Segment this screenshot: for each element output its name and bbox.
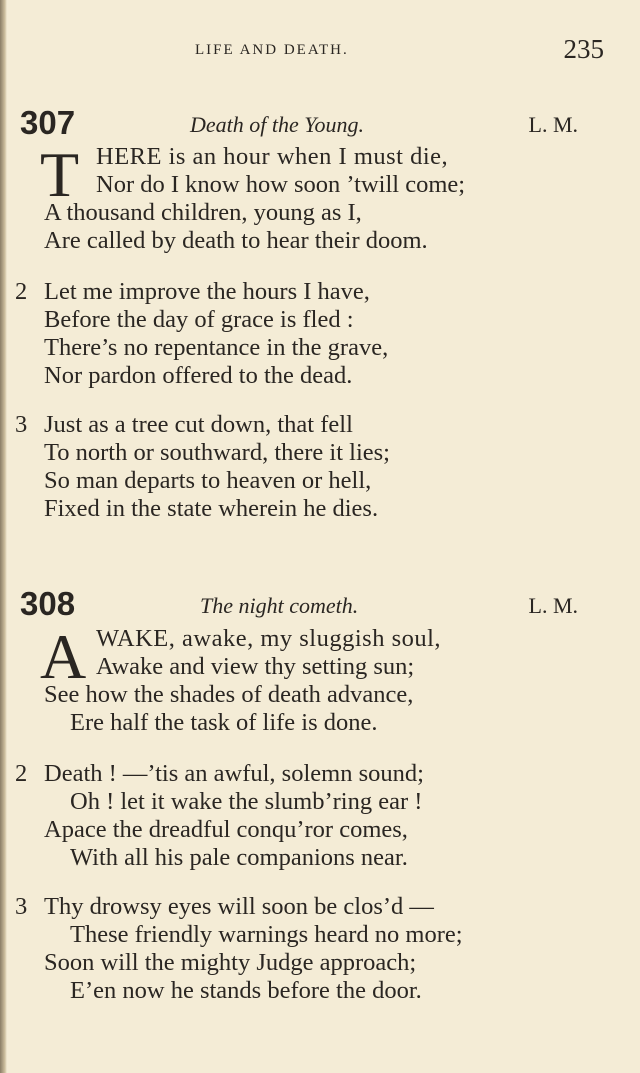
running-head	[0, 34, 640, 68]
book-spine-shadow	[0, 0, 7, 1073]
stanza-number: 3	[15, 411, 28, 438]
drop-cap: A	[40, 621, 87, 692]
verse-line: These friendly warnings heard no more;	[70, 921, 463, 948]
drop-cap: T	[40, 139, 80, 210]
verse-line: So man departs to heaven or hell,	[44, 467, 372, 494]
verse-line: Ere half the task of life is done.	[70, 709, 378, 736]
verse-line: Fixed in the state wherein he dies.	[44, 495, 379, 522]
verse-line: Are called by death to hear their doom.	[44, 227, 428, 254]
stanza-number: 2	[15, 278, 28, 305]
verse-line: Just as a tree cut down, that fell	[44, 411, 353, 438]
verse-line: WAKE, awake, my sluggish soul,	[96, 625, 442, 652]
verse-line: To north or southward, there it lies;	[44, 439, 390, 466]
hymn-heading	[0, 585, 640, 625]
verse-line: There’s no repentance in the grave,	[44, 334, 389, 361]
verse-line: Nor do I know how soon ’twill come;	[96, 171, 466, 198]
hymn-heading	[0, 104, 640, 144]
verse-line: Death ! —’tis an awful, solemn sound;	[44, 760, 424, 787]
page-number: 235	[563, 34, 604, 64]
verse-line: Apace the dreadful conqu’ror comes,	[44, 816, 408, 843]
verse-line: Awake and view thy setting sun;	[96, 653, 415, 680]
verse-line: Oh ! let it wake the slumb’ring ear !	[70, 788, 423, 815]
stanza-number: 2	[15, 760, 28, 787]
verse-line: See how the shades of death advance,	[44, 681, 414, 708]
hymn-title: Death of the Young.	[190, 112, 364, 137]
verse-line: Soon will the mighty Judge approach;	[44, 949, 417, 976]
verse-line: With all his pale companions near.	[70, 844, 408, 871]
verse-line: Before the day of grace is fled :	[44, 306, 354, 333]
verse-line: A thousand children, young as I,	[44, 199, 362, 226]
running-head-title: LIFE AND DEATH.	[195, 42, 349, 58]
hymn-number: 308	[20, 585, 76, 622]
hymn-meter: L. M.	[528, 593, 578, 618]
hymn-number: 307	[20, 104, 76, 141]
verse-line: HERE is an hour when I must die,	[96, 143, 449, 170]
verse-line: E’en now he stands before the door.	[70, 977, 422, 1004]
verse-line: Thy drowsy eyes will soon be clos’d —	[44, 893, 434, 920]
stanza-number: 3	[15, 893, 28, 920]
hymn-meter: L. M.	[528, 112, 578, 137]
hymn-title: The night cometh.	[200, 593, 359, 618]
verse-line: Let me improve the hours I have,	[44, 278, 370, 305]
verse-line: Nor pardon offered to the dead.	[44, 362, 353, 389]
